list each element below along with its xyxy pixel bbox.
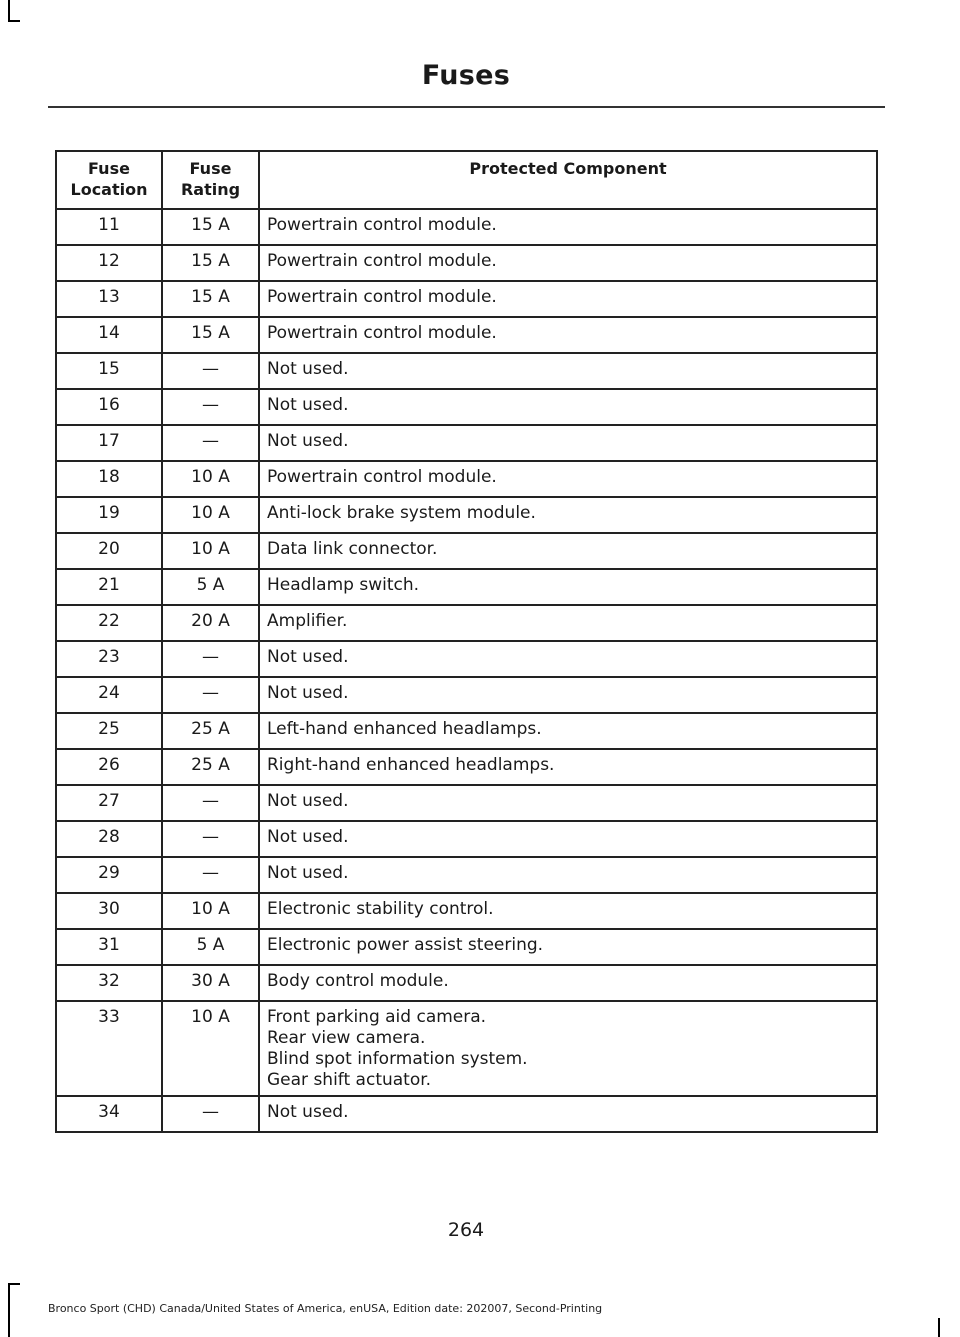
fuse-rating-cell: — xyxy=(162,641,259,677)
protected-component-cell xyxy=(259,533,877,569)
table-row xyxy=(56,245,877,281)
crop-mark-top-left-v xyxy=(8,0,10,22)
fuse-location-cell: 27 xyxy=(56,785,162,821)
fuse-rating-cell: 15 A xyxy=(162,317,259,353)
table-row xyxy=(56,353,877,389)
table-row xyxy=(56,1001,877,1096)
protected-component-cell xyxy=(259,605,877,641)
component-line: Not used. xyxy=(267,863,349,883)
table-row xyxy=(56,389,877,425)
protected-component-cell xyxy=(259,893,877,929)
fuse-location-cell: 11 xyxy=(56,209,162,245)
component-line: Powertrain control module. xyxy=(267,215,497,235)
header-fuse-rating: Fuse Rating xyxy=(162,151,259,209)
component-line: Right-hand enhanced headlamps. xyxy=(267,755,555,775)
page-title: Fuses xyxy=(421,60,511,91)
protected-component-cell xyxy=(259,749,877,785)
fuse-rating-cell: 30 A xyxy=(162,965,259,1001)
fuse-rating-cell: 15 A xyxy=(162,209,259,245)
fuse-location-cell: 13 xyxy=(56,281,162,317)
component-line: Gear shift actuator. xyxy=(267,1070,432,1090)
component-line: Not used. xyxy=(267,431,349,451)
crop-mark-bottom-left-h xyxy=(8,1283,20,1285)
component-line: Data link connector. xyxy=(267,539,438,559)
fuse-location-cell: 23 xyxy=(56,641,162,677)
component-line: Not used. xyxy=(267,359,349,379)
fuse-location-cell: 26 xyxy=(56,749,162,785)
table-header-row xyxy=(56,151,877,209)
component-line: Anti-lock brake system module. xyxy=(267,503,536,523)
component-line: Body control module. xyxy=(267,971,449,991)
header-protected-component: Protected Component xyxy=(259,151,877,209)
fuse-rating-cell: 10 A xyxy=(162,533,259,569)
fuse-location-cell: 24 xyxy=(56,677,162,713)
component-line: Not used. xyxy=(267,647,349,667)
table-row xyxy=(56,425,877,461)
fuse-rating-cell: 25 A xyxy=(162,749,259,785)
component-line: Blind spot information system. xyxy=(267,1049,528,1069)
fuse-location-cell: 30 xyxy=(56,893,162,929)
protected-component-cell xyxy=(259,425,877,461)
fuse-location-cell: 15 xyxy=(56,353,162,389)
protected-component-cell xyxy=(259,677,877,713)
table-row xyxy=(56,749,877,785)
protected-component-cell xyxy=(259,965,877,1001)
fuse-rating-cell: 10 A xyxy=(162,461,259,497)
fuse-rating-cell: — xyxy=(162,857,259,893)
title-divider xyxy=(48,106,885,108)
protected-component-cell xyxy=(259,245,877,281)
fuse-location-cell: 28 xyxy=(56,821,162,857)
table-row xyxy=(56,893,877,929)
fuse-rating-cell: 25 A xyxy=(162,713,259,749)
table-row xyxy=(56,461,877,497)
component-line: Not used. xyxy=(267,1102,349,1122)
protected-component-cell xyxy=(259,497,877,533)
footer-edition-text: Bronco Sport (CHD) Canada/United States of America, enUSA, Edition date: 202007, Second-Printing xyxy=(48,1302,603,1315)
fuse-table-body xyxy=(56,209,877,1132)
component-line: Front parking aid camera. xyxy=(267,1007,487,1027)
protected-component-cell xyxy=(259,1096,877,1132)
component-line: Not used. xyxy=(267,827,349,847)
table-row xyxy=(56,785,877,821)
table-row xyxy=(56,497,877,533)
fuse-location-cell: 14 xyxy=(56,317,162,353)
fuse-location-cell: 21 xyxy=(56,569,162,605)
protected-component-cell xyxy=(259,389,877,425)
protected-component-cell xyxy=(259,209,877,245)
fuse-location-cell: 25 xyxy=(56,713,162,749)
fuse-location-cell: 17 xyxy=(56,425,162,461)
component-line: Electronic power assist steering. xyxy=(267,935,544,955)
protected-component-cell xyxy=(259,785,877,821)
fuse-rating-cell: — xyxy=(162,353,259,389)
protected-component-cell xyxy=(259,1001,877,1096)
fuse-location-cell: 19 xyxy=(56,497,162,533)
table-row xyxy=(56,569,877,605)
table-row xyxy=(56,209,877,245)
protected-component-cell xyxy=(259,569,877,605)
table-row xyxy=(56,1096,877,1132)
component-line: Powertrain control module. xyxy=(267,287,497,307)
protected-component-cell xyxy=(259,929,877,965)
fuse-rating-cell: 10 A xyxy=(162,1001,259,1096)
fuse-location-cell: 32 xyxy=(56,965,162,1001)
fuse-rating-cell: 10 A xyxy=(162,893,259,929)
component-line: Not used. xyxy=(267,395,349,415)
component-line: Headlamp switch. xyxy=(267,575,420,595)
protected-component-cell xyxy=(259,353,877,389)
fuse-rating-cell: 20 A xyxy=(162,605,259,641)
table-row xyxy=(56,605,877,641)
protected-component-cell xyxy=(259,641,877,677)
fuse-rating-cell: — xyxy=(162,677,259,713)
table-row xyxy=(56,857,877,893)
protected-component-cell xyxy=(259,281,877,317)
table-row xyxy=(56,677,877,713)
fuse-location-cell: 16 xyxy=(56,389,162,425)
fuse-location-cell: 31 xyxy=(56,929,162,965)
crop-mark-top-left-h xyxy=(8,20,20,22)
fuse-rating-cell: — xyxy=(162,785,259,821)
component-line: Not used. xyxy=(267,791,349,811)
fuse-location-cell: 18 xyxy=(56,461,162,497)
protected-component-cell xyxy=(259,317,877,353)
crop-mark-bottom-right-v xyxy=(938,1318,940,1337)
fuse-rating-cell: — xyxy=(162,1096,259,1132)
fuse-rating-cell: 5 A xyxy=(162,569,259,605)
page-number: 264 xyxy=(447,1219,485,1241)
crop-mark-bottom-left-v xyxy=(8,1283,10,1337)
header-fuse-location: Fuse Location xyxy=(56,151,162,209)
fuse-location-cell: 29 xyxy=(56,857,162,893)
fuse-rating-cell: 15 A xyxy=(162,245,259,281)
table-row xyxy=(56,533,877,569)
protected-component-cell xyxy=(259,713,877,749)
component-line: Powertrain control module. xyxy=(267,467,497,487)
fuse-location-cell: 22 xyxy=(56,605,162,641)
component-line: Left-hand enhanced headlamps. xyxy=(267,719,542,739)
fuse-rating-cell: 15 A xyxy=(162,281,259,317)
component-line: Powertrain control module. xyxy=(267,323,497,343)
protected-component-cell xyxy=(259,821,877,857)
table-row xyxy=(56,317,877,353)
component-line: Amplifier. xyxy=(267,611,348,631)
fuse-location-cell: 33 xyxy=(56,1001,162,1096)
fuse-location-cell: 20 xyxy=(56,533,162,569)
fuse-rating-cell: — xyxy=(162,425,259,461)
component-line: Powertrain control module. xyxy=(267,251,497,271)
fuse-rating-cell: — xyxy=(162,821,259,857)
protected-component-cell xyxy=(259,857,877,893)
protected-component-cell xyxy=(259,461,877,497)
table-row xyxy=(56,821,877,857)
table-row xyxy=(56,929,877,965)
fuse-rating-cell: 10 A xyxy=(162,497,259,533)
fuse-rating-cell: 5 A xyxy=(162,929,259,965)
component-line: Rear view camera. xyxy=(267,1028,426,1048)
component-line: Not used. xyxy=(267,683,349,703)
fuse-table xyxy=(55,150,878,1133)
table-row xyxy=(56,641,877,677)
table-row xyxy=(56,281,877,317)
component-line: Electronic stability control. xyxy=(267,899,494,919)
fuse-location-cell: 34 xyxy=(56,1096,162,1132)
table-row xyxy=(56,713,877,749)
fuse-location-cell: 12 xyxy=(56,245,162,281)
fuse-rating-cell: — xyxy=(162,389,259,425)
table-row xyxy=(56,965,877,1001)
